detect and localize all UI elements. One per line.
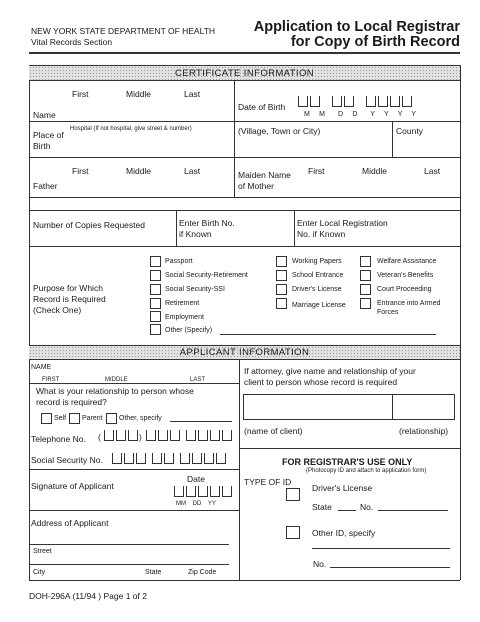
hospital-hint: Hospital (If not hospital, give street & number): [70, 126, 192, 132]
other-id-label: Other ID, specify: [312, 528, 376, 538]
village-label: (Village, Town or City): [238, 126, 321, 136]
mother-first-label: First: [308, 166, 325, 176]
parent-label: Parent: [82, 415, 103, 422]
drivers-license-id-checkbox[interactable]: [286, 488, 300, 501]
id-number-field[interactable]: [378, 510, 448, 511]
department-name: NEW YORK STATE DEPARTMENT OF HEALTH: [31, 26, 216, 36]
other-id-field[interactable]: [312, 548, 450, 549]
other-specify-checkbox[interactable]: [150, 324, 161, 335]
purpose-label: Entrance into Armed Forces: [377, 300, 441, 316]
passport-checkbox[interactable]: [150, 256, 161, 267]
welfare-checkbox[interactable]: [360, 256, 371, 267]
state-label: State: [145, 569, 162, 576]
client-name-box[interactable]: [243, 394, 455, 420]
purpose-label: Court Proceeding: [377, 286, 432, 293]
ss-ssi-checkbox[interactable]: [150, 284, 161, 295]
applicant-name-field[interactable]: [29, 383, 239, 384]
employment-checkbox[interactable]: [150, 311, 161, 322]
father-first-label: First: [72, 166, 89, 176]
city-label: City: [33, 569, 46, 576]
other-id-checkbox[interactable]: [286, 526, 300, 539]
working-papers-checkbox[interactable]: [276, 256, 287, 267]
zip-label: Zip Code: [188, 569, 217, 576]
relationship-question: What is your relationship to person whose record is required?: [36, 386, 194, 407]
dob-label: Date of Birth: [238, 102, 286, 112]
client-name-label: (name of client): [244, 426, 303, 436]
form-id: DOH-296A (11/94 ) Page 1 of 2: [29, 591, 147, 601]
registrar-title: FOR REGISTRAR'S USE ONLY: [282, 457, 413, 467]
applicant-section-header: APPLICANT INFORMATION: [29, 345, 460, 360]
father-middle-label: Middle: [126, 166, 152, 176]
other-relationship-field[interactable]: [170, 421, 232, 422]
retirement-checkbox[interactable]: [150, 298, 161, 309]
place-of-birth-label: Place of Birth: [33, 130, 64, 151]
id-state-field[interactable]: [338, 510, 356, 511]
purpose-label: Purpose for Which Record is Required (Check One): [33, 283, 106, 315]
purpose-label: Employment: [165, 314, 204, 321]
telephone-label: Telephone No.: [31, 434, 86, 444]
date-label: Date: [187, 474, 205, 484]
attorney-instructions: If attorney, give name and relationship of your client to person whose record is required: [244, 366, 416, 387]
school-entrance-checkbox[interactable]: [276, 270, 287, 281]
self-label: Self: [54, 415, 67, 422]
form-title: Application to Local Registrar for Copy of Birth Record: [253, 19, 460, 50]
parent-checkbox[interactable]: [69, 413, 80, 424]
id-number-label: No.: [360, 502, 374, 512]
drivers-license-checkbox[interactable]: [276, 284, 287, 295]
marriage-license-checkbox[interactable]: [276, 298, 287, 309]
header-rule: [29, 52, 460, 54]
id-state-label: State: [312, 502, 332, 512]
area-code-paren: (: [98, 432, 101, 442]
county-label: County: [396, 126, 423, 136]
purpose-label: Retirement: [165, 300, 200, 307]
purpose-label: School Entrance: [292, 272, 344, 279]
purpose-label: Marriage License: [292, 302, 346, 309]
other-id-number-label: No.: [313, 559, 327, 569]
applicant-last-label: LAST: [190, 377, 206, 383]
purpose-label: Working Papers: [292, 258, 342, 265]
mother-label: Maiden Name of Mother: [238, 170, 291, 191]
child-first-label: First: [72, 89, 89, 99]
dob-format: M M D D Y Y Y Y: [304, 111, 418, 118]
veterans-checkbox[interactable]: [360, 270, 371, 281]
child-last-label: Last: [184, 89, 201, 99]
child-name-label: Name: [33, 110, 56, 120]
purpose-label: Other (Specify): [165, 327, 213, 334]
address-line-2[interactable]: [29, 564, 229, 565]
copies-label: Number of Copies Requested: [33, 220, 145, 230]
date-format: MM DD YY: [176, 501, 216, 507]
signature-label: Signature of Applicant: [31, 481, 114, 491]
purpose-label: Social Security-SSI: [165, 286, 225, 293]
ssn-label: Social Security No.: [31, 455, 103, 465]
ss-retirement-checkbox[interactable]: [150, 270, 161, 281]
relationship-label: (relationship): [399, 426, 449, 436]
drivers-license-id-label: Driver's License: [312, 483, 373, 493]
purpose-label: Passport: [165, 258, 193, 265]
purpose-label: Welfare Assistance: [377, 258, 437, 265]
section-name: Vital Records Section: [31, 37, 113, 47]
purpose-label: Social Security-Retirement: [165, 272, 248, 279]
purpose-label: Driver's License: [292, 286, 342, 293]
applicant-middle-label: MIDDLE: [105, 377, 128, 383]
father-label: Father: [33, 181, 58, 191]
other-id-number-field[interactable]: [330, 567, 450, 568]
applicant-first-label: FIRST: [42, 377, 60, 383]
father-last-label: Last: [184, 166, 201, 176]
court-checkbox[interactable]: [360, 284, 371, 295]
child-middle-label: Middle: [126, 89, 152, 99]
local-registration-label: Enter Local Registration No. if Known: [297, 218, 388, 239]
armed-forces-checkbox[interactable]: [360, 298, 371, 309]
birth-no-label: Enter Birth No. if Known: [179, 218, 235, 239]
street-label: Street: [33, 548, 52, 555]
address-line-1[interactable]: [29, 544, 229, 545]
purpose-label: Veteran's Benefits: [377, 272, 434, 279]
applicant-name-label: NAME: [31, 364, 52, 371]
mother-last-label: Last: [424, 166, 441, 176]
photocopy-note: (Photocopy ID and attach to application form): [306, 468, 427, 474]
other-relationship-checkbox[interactable]: [106, 413, 117, 424]
self-checkbox[interactable]: [41, 413, 52, 424]
mother-middle-label: Middle: [362, 166, 388, 176]
type-of-id-label: TYPE OF ID: [244, 477, 292, 487]
other-specify-line[interactable]: [220, 334, 436, 335]
address-label: Address of Applicant: [31, 518, 109, 528]
other-relationship-label: Other, specify: [119, 415, 162, 422]
certificate-section-header: CERTIFICATE INFORMATION: [29, 65, 460, 81]
